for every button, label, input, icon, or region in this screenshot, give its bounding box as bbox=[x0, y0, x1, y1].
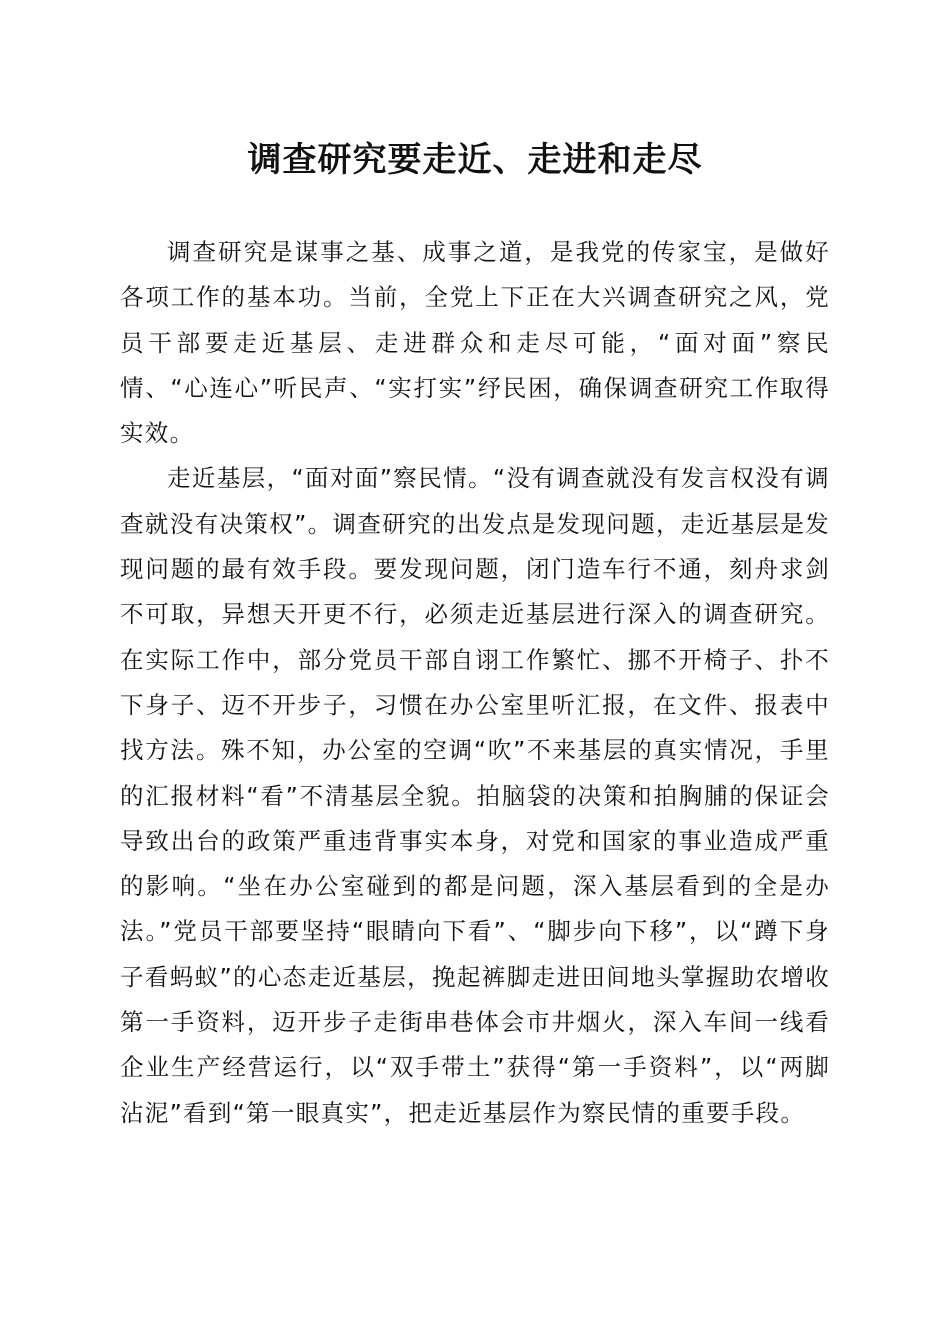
paragraph-grassroots: 走近基层，“面对面”察民情。“没有调查就没有发言权没有调查就没有决策权”。调查研究的出发点是发现问题，走近基层是发现问题的最有效手段。要发现问题，闭门造车行不通，刻舟求剑不可取，异想天开更不行，必须走近基层进行深入的调查研究。在实际工作中，部分党员干部自诩工作繁忙、挪不开椅子、扑不下身子、迈不开步子，习惯在办公室里听汇报，在文件、报表中找方法。殊不知，办公室的空调“吹”不来基层的真实情况，手里的汇报材料“看”不清基层全貌。拍脑袋的决策和拍胸脯的保证会导致出台的政策严重违背事实本身，对党和国家的事业造成严重的影响。“坐在办公室碰到的都是问题，深入基层看到的全是办法。”党员干部要坚持“眼睛向下看”、“脚步向下移”，以“蹲下身子看蚂蚁”的心态走近基层，挽起裤脚走进田间地头掌握助农增收第一手资料，迈开步子走街串巷体会市井烟火，深入车间一线看企业生产经营运行，以“双手带土”获得“第一手资料”，以“两脚沾泥”看到“第一眼真实”，把走近基层作为察民情的重要手段。 bbox=[120, 464, 830, 1127]
document-body bbox=[120, 230, 830, 1136]
paragraph-intro: 调查研究是谋事之基、成事之道，是我党的传家宝，是做好各项工作的基本功。当前，全党上下正在大兴调查研究之风，党员干部要走近基层、走进群众和走尽可能，“面对面”察民情、“心连心”听民声、“实打实”纾民困，确保调查研究工作取得实效。 bbox=[120, 238, 830, 448]
document-title: 调查研究要走近、走进和走尽 bbox=[247, 140, 703, 180]
